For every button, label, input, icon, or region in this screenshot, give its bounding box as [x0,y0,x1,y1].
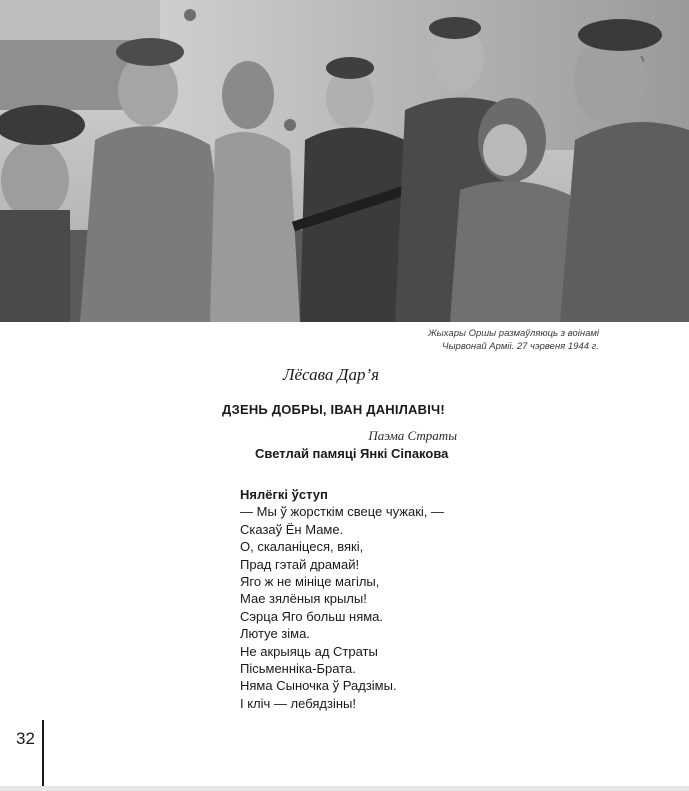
poem-line: Сэрца Яго больш няма. [240,608,384,624]
poem-subtitle: Паэма Страты [368,428,457,443]
poem-line: Яго ж не мініце магілы, [240,574,380,590]
poem-line: — Мы ў жорсткім свеце чужакі, — [240,504,445,520]
caption-line-1: Жыхары Оршы размаўляюць з воінамі [428,328,599,339]
photo-caption [299,327,599,353]
poem-line: О, скаланіцеся, вякі, [240,539,364,555]
poem-line: Няма Сыночка ў Радзімы. [240,678,397,694]
author-name: Лёсава Дар’я [283,365,380,384]
section-heading: Нялёгкі ўступ [240,487,328,502]
historical-photo [0,0,689,322]
page-number-divider [42,720,44,786]
dedication: Светлай памяці Янкі Сіпакова [255,446,449,461]
poem-line: Прад гэтай драмай! [240,556,360,572]
page-bottom-edge [0,786,689,791]
page-number: 32 [16,729,35,748]
poem-body [240,486,444,712]
caption-line-2: Чырвонай Арміі. 27 чэрвеня 1944 г. [442,341,599,352]
poem-line: Лютуе зіма. [240,626,310,642]
poem-line: Мае зялёныя крылы! [240,591,367,607]
poem-line: Сказаў Ён Маме. [240,521,344,537]
poem-line: Не акрыяць ад Страты [240,643,378,659]
poem-title: ДЗЕНЬ ДОБРЫ, ІВАН ДАНІЛАВІЧ! [222,402,445,417]
poem-line: Пісьменніка-Брата. [240,661,356,677]
poem-line: І кліч — лебядзіны! [240,695,356,711]
